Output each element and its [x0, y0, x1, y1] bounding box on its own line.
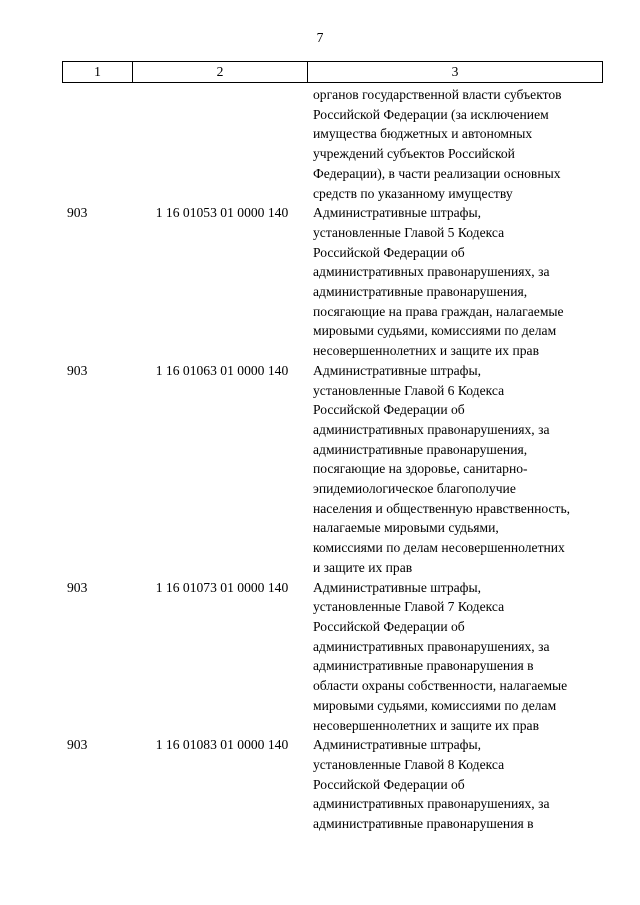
description-line: несовершеннолетних и защите их прав: [313, 343, 540, 359]
description-line: административных правонарушениях, за: [313, 421, 550, 437]
description-line: эпидемиологическое благополучие: [313, 481, 516, 497]
admin-code: 903: [67, 205, 88, 221]
description-line: Российской Федерации об: [313, 244, 465, 260]
column-header-3: 3: [308, 62, 603, 83]
description-line: органов государственной власти субъектов: [313, 87, 562, 102]
admin-code: 903: [67, 362, 88, 378]
description-line: административных правонарушениях, за: [313, 264, 550, 280]
description-line: налагаемые мировыми судьями,: [313, 520, 499, 536]
revenue-description: [312, 578, 602, 736]
budget-classification-code: 1 16 01053 01 0000 140: [155, 205, 289, 221]
description-line: посягающие на права граждан, налагаемые: [313, 303, 564, 319]
table-row: [62, 361, 602, 578]
description-line: мировыми судьями, комиссиями по делам: [313, 697, 557, 713]
revenue-description: [312, 735, 602, 834]
description-line: Административные штрафы,: [313, 205, 481, 221]
description-line: посягающие на здоровье, санитарно-: [313, 461, 528, 477]
budget-classification-code: [132, 85, 312, 203]
description-line: установленные Главой 5 Кодекса: [313, 224, 505, 240]
description-line: населения и общественную нравственность,: [313, 500, 571, 516]
description-line: Федерации), в части реализации основных: [313, 165, 561, 181]
page-number: 7: [316, 30, 324, 45]
description-line: Российской Федерации (за исключением: [313, 106, 549, 122]
description-line: Российской Федерации об: [313, 402, 465, 418]
description-line: комиссиями по делам несовершеннолетних: [313, 540, 565, 556]
admin-code: [62, 85, 132, 203]
description-line: учреждений субъектов Российской: [313, 146, 515, 162]
description-line: Российской Федерации об: [313, 618, 465, 634]
budget-classification-code: 1 16 01073 01 0000 140: [155, 579, 289, 595]
description-line: средств по указанному имуществу: [313, 185, 513, 201]
revenue-description: [312, 85, 602, 203]
admin-code: 903: [67, 737, 88, 753]
description-line: несовершеннолетних и защите их прав: [313, 717, 540, 733]
table-row: [62, 203, 602, 361]
description-line: имущества бюджетных и автономных: [313, 126, 533, 142]
description-line: и защите их прав: [313, 559, 413, 575]
budget-classification-code: 1 16 01083 01 0000 140: [155, 737, 289, 753]
description-line: административных правонарушениях, за: [313, 638, 550, 654]
description-line: установленные Главой 6 Кодекса: [313, 382, 505, 398]
table-row: [62, 735, 602, 834]
description-line: административные правонарушения,: [313, 441, 528, 457]
description-line: Административные штрафы,: [313, 737, 481, 753]
description-line: административные правонарушения,: [313, 284, 528, 300]
description-line: Административные штрафы,: [313, 362, 481, 378]
description-line: Административные штрафы,: [313, 579, 481, 595]
revenue-description: [312, 203, 602, 361]
table-body: [62, 85, 602, 834]
description-line: установленные Главой 8 Кодекса: [313, 756, 505, 772]
budget-classification-code: 1 16 01063 01 0000 140: [155, 362, 289, 378]
description-line: административных правонарушениях, за: [313, 796, 550, 812]
column-header-1: 1: [63, 62, 133, 83]
description-line: области охраны собственности, налагаемые: [313, 678, 568, 694]
column-header-2: 2: [133, 62, 308, 83]
table-row: [62, 578, 602, 736]
description-line: административные правонарушения в: [313, 816, 534, 832]
description-line: установленные Главой 7 Кодекса: [313, 599, 505, 615]
revenue-description: [312, 361, 602, 578]
admin-code: 903: [67, 579, 88, 595]
description-line: мировыми судьями, комиссиями по делам: [313, 323, 557, 339]
table-header: [62, 61, 603, 83]
description-line: Российской Федерации об: [313, 776, 465, 792]
table-row: [62, 85, 602, 203]
description-line: административные правонарушения в: [313, 658, 534, 674]
